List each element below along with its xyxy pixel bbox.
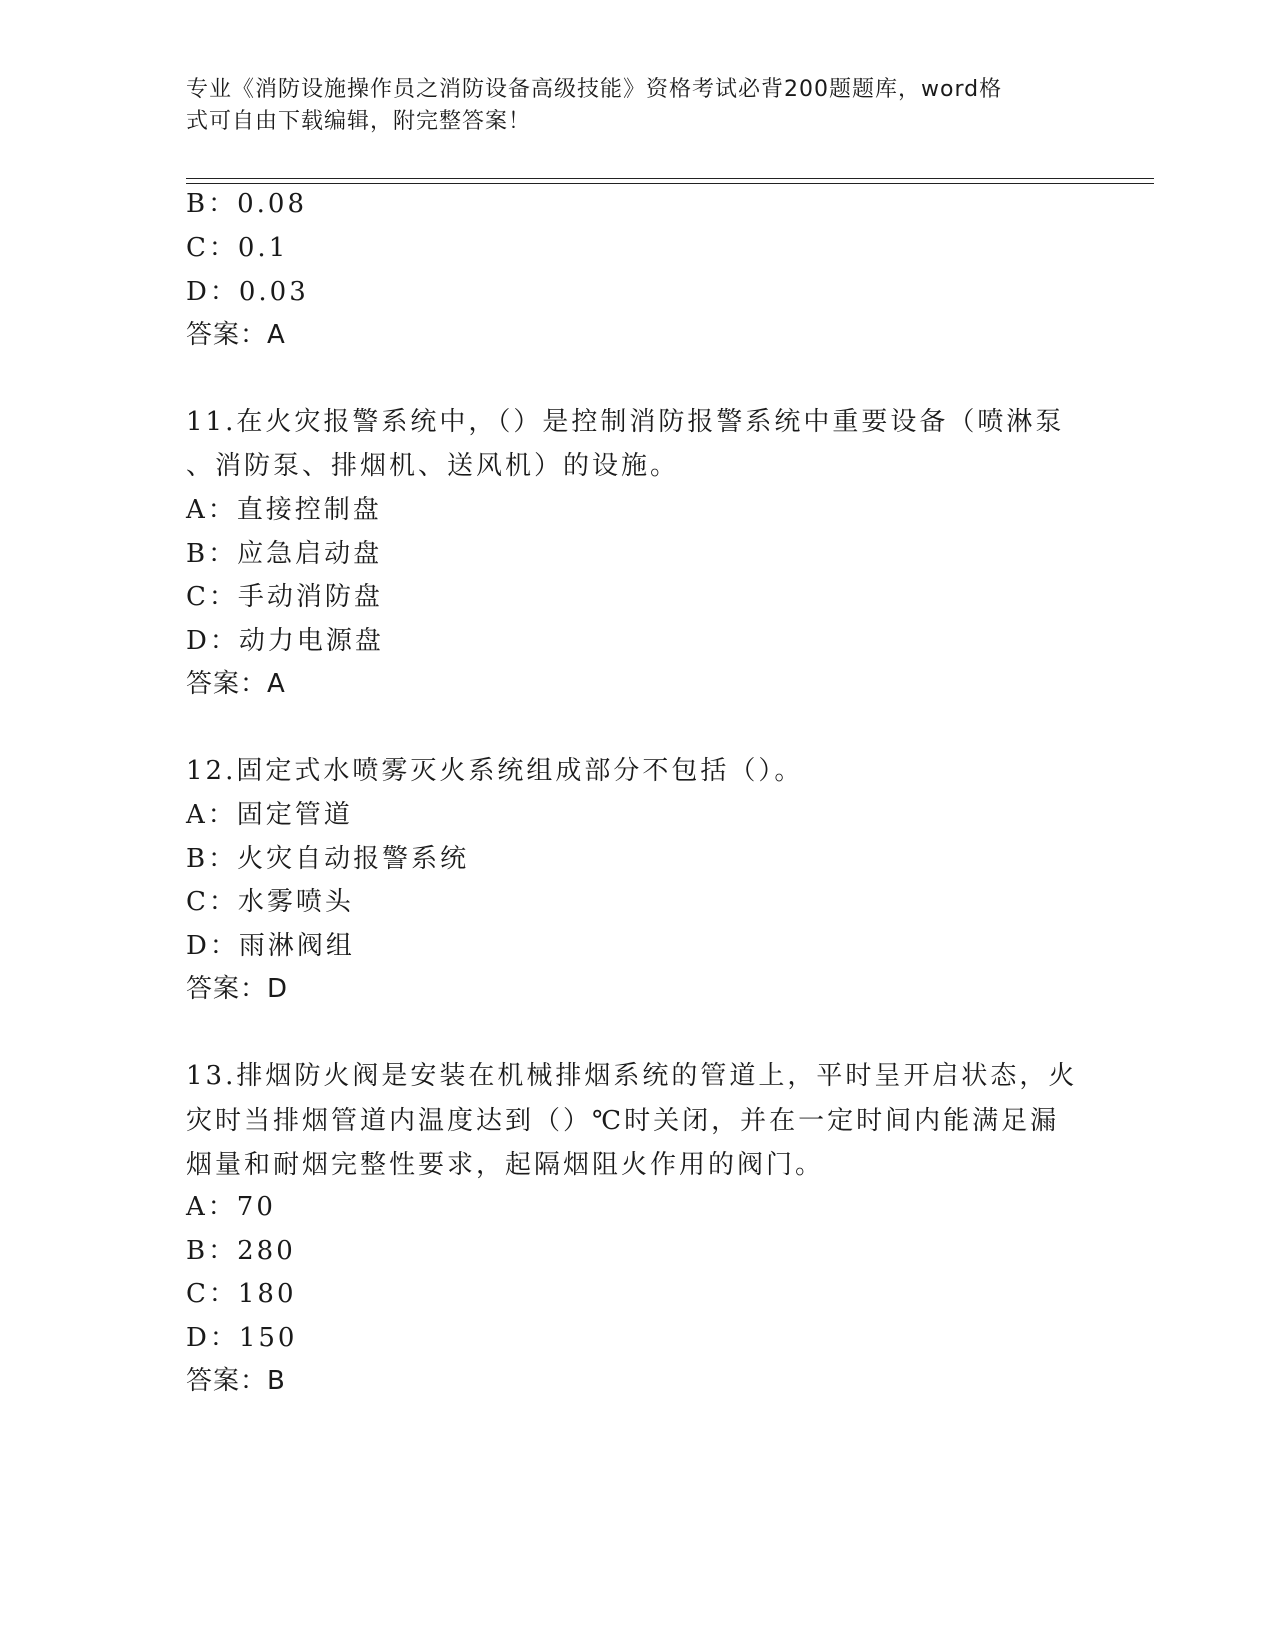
header-line-1: 专业《消防设施操作员之消防设备高级技能》资格考试必背200题题库，word格 bbox=[186, 77, 1003, 102]
q10-option-c: C：0.1 bbox=[186, 233, 289, 263]
q12-stem-line-1: 12.固定式水喷雾灭火系统组成部分不包括（）。 bbox=[186, 756, 804, 786]
q13-stem-line-3: 烟量和耐烟完整性要求，起隔烟阻火作用的阀门。 bbox=[186, 1150, 825, 1180]
q13-answer: 答案：B bbox=[186, 1366, 286, 1396]
q10-answer: 答案：A bbox=[186, 320, 286, 350]
q10-option-b: B：0.08 bbox=[186, 189, 307, 219]
q12-option-a: A：固定管道 bbox=[186, 800, 353, 830]
header-divider-top bbox=[186, 178, 1154, 179]
q10-option-d: D：0.03 bbox=[186, 277, 309, 307]
q13-option-d: D：150 bbox=[186, 1323, 298, 1353]
q12-option-d: D：雨淋阀组 bbox=[186, 931, 355, 961]
q11-answer: 答案：A bbox=[186, 669, 286, 699]
q13-stem-line-1: 13.排烟防火阀是安装在机械排烟系统的管道上，平时呈开启状态，火 bbox=[186, 1061, 1078, 1091]
q12-option-b: B：火灾自动报警系统 bbox=[186, 844, 470, 874]
q13-stem-line-2: 灾时当排烟管道内温度达到（）℃时关闭，并在一定时间内能满足漏 bbox=[186, 1106, 1060, 1136]
q12-option-c: C：水雾喷头 bbox=[186, 887, 354, 917]
q11-option-c: C：手动消防盘 bbox=[186, 582, 383, 612]
header-line-2: 式可自由下载编辑，附完整答案！ bbox=[186, 109, 532, 134]
q11-option-a: A：直接控制盘 bbox=[186, 495, 382, 525]
q11-stem-line-2: 、消防泵、排烟机、送风机）的设施。 bbox=[186, 451, 680, 481]
q13-option-c: C：180 bbox=[186, 1279, 297, 1309]
header-divider-bottom bbox=[186, 183, 1154, 184]
q13-option-a: A：70 bbox=[186, 1192, 276, 1222]
q11-stem-line-1: 11.在火灾报警系统中，（）是控制消防报警系统中重要设备（喷淋泵 bbox=[186, 407, 1065, 437]
q12-answer: 答案：D bbox=[186, 974, 289, 1004]
q13-option-b: B：280 bbox=[186, 1236, 296, 1266]
q11-option-d: D：动力电源盘 bbox=[186, 626, 384, 656]
document-header bbox=[186, 74, 1066, 138]
q11-option-b: B：应急启动盘 bbox=[186, 539, 383, 569]
